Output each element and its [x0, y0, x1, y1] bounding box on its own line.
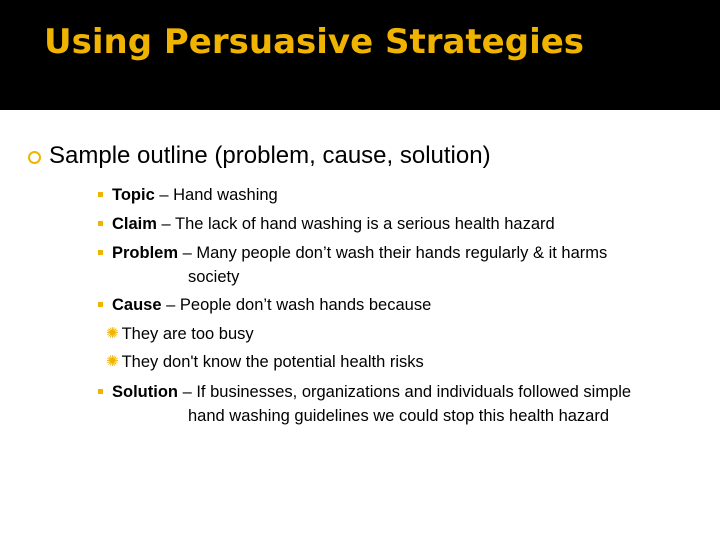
square-icon — [98, 389, 103, 394]
outline-item-cause — [112, 293, 702, 317]
outline-text: If businesses, organizations and individuals followed simple — [196, 383, 632, 401]
outline-sep: – — [154, 186, 174, 204]
outline-item-claim — [112, 212, 702, 236]
outline-label: Problem — [112, 244, 179, 262]
cause-item — [106, 322, 254, 346]
outline-text-continued: hand washing guidelines we could stop this health hazard — [188, 407, 610, 425]
square-icon — [98, 192, 103, 197]
outline-label: Cause — [112, 296, 162, 314]
outline-item-problem — [112, 241, 702, 289]
cause-item — [106, 350, 424, 374]
outline-text: Many people don’t wash their hands regularly & it harms — [196, 244, 608, 262]
asterisk-icon: ✺ — [106, 325, 119, 342]
outline-sep: – — [156, 215, 175, 233]
outline-sep: – — [178, 244, 197, 262]
square-icon — [98, 250, 103, 255]
square-icon — [98, 302, 103, 307]
asterisk-icon: ✺ — [106, 353, 119, 370]
square-icon — [98, 221, 103, 226]
outline-text-continued: society — [188, 268, 240, 286]
outline-text: The lack of hand washing is a serious health hazard — [174, 215, 555, 233]
main-bullet-text: Sample outline (problem, cause, solution) — [49, 142, 491, 169]
main-bullet — [28, 142, 491, 170]
cause-text: They are too busy — [121, 325, 254, 343]
ring-icon — [28, 151, 41, 164]
cause-text: They don't know the potential health risks — [121, 353, 424, 371]
outline-label: Topic — [112, 186, 155, 204]
outline-item-topic — [112, 183, 702, 207]
outline-sep: – — [177, 383, 197, 401]
outline-item-solution — [112, 380, 702, 428]
outline-label: Solution — [112, 383, 178, 401]
outline-text: People don’t wash hands because — [179, 296, 432, 314]
title-band — [0, 0, 720, 110]
outline-sep: – — [161, 296, 180, 314]
slide-title: Using Persuasive Strategies — [44, 22, 585, 62]
outline-label: Claim — [112, 215, 157, 233]
outline-text: Hand washing — [173, 186, 278, 204]
